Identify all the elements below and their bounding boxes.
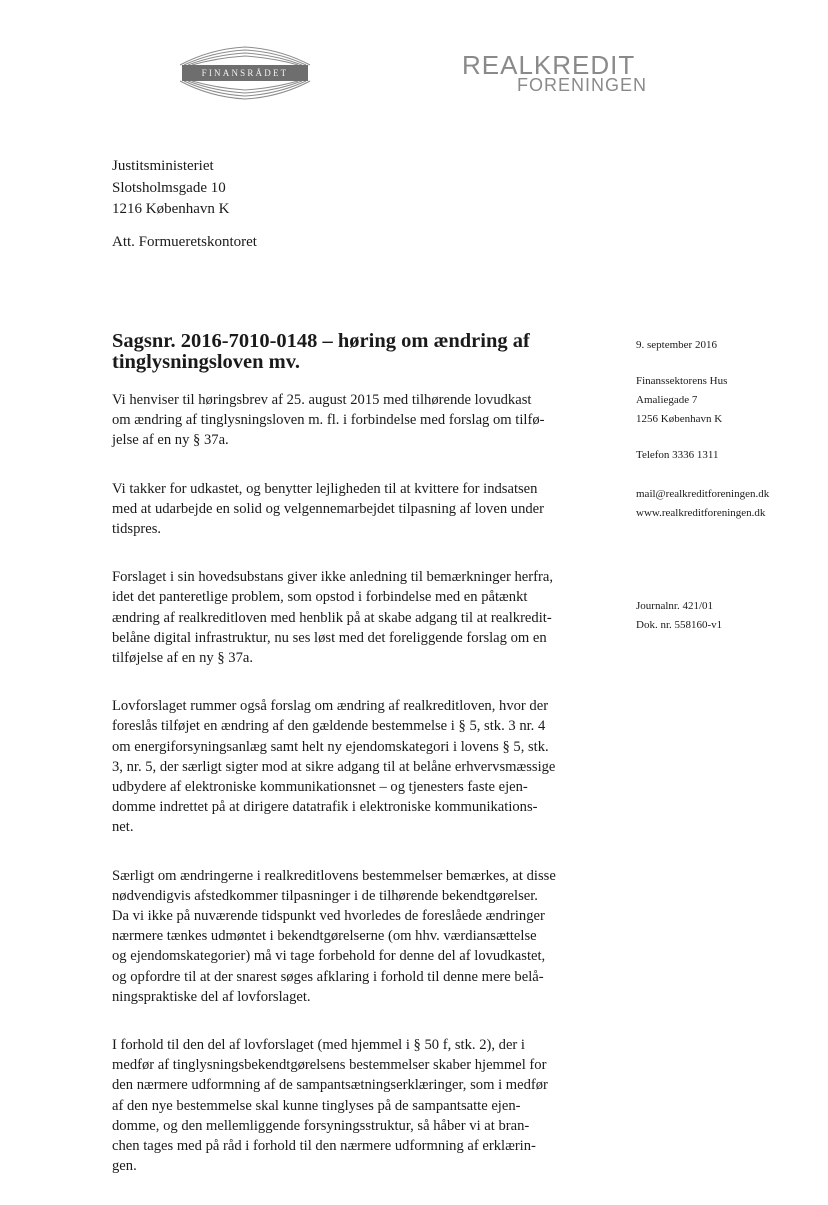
body-line: gen. [112,1158,137,1175]
sender-street: Amaliegade 7 [636,394,698,406]
body-line: udbydere af elektroniske kommunikationsnet – og tjenesters faste ejen- [112,779,528,796]
body-line: Forslaget i sin hovedsubstans giver ikke anledning til bemærkninger herfra, [112,569,553,586]
address-line: 1216 København K [112,201,230,217]
sender-website: www.realkreditforeningen.dk [636,507,766,519]
body-line: idet det panteretlige problem, som opstod i forbindelse med en påtænkt [112,589,528,606]
body-line: 3, nr. 5, der særligt sigter mod at sikre adgang til at belåne erhvervsmæssige [112,758,556,775]
body-line: Vi henviser til høringsbrev af 25. august 2015 med tilhørende lovudkast [112,392,532,408]
address-line: Justitsministeriet [112,158,214,174]
letter-title: Sagsnr. 2016-7010-0148 – høring om ændring af tinglysningsloven mv. [112,330,530,373]
realkreditforeningen-logo [462,50,662,100]
body-line: den nærmere udformning af de sampantsætningserklæringer, som i medfør [112,1077,548,1094]
body-paragraph [112,696,596,837]
body-line: og ejendomskategorier) må vi tage forbehold for denne del af lovudkastet, [112,948,546,965]
logo-line-realkredit: REALKREDIT [462,50,636,80]
document-number: Dok. nr. 558160-v1 [636,619,723,631]
sender-phone: Telefon 3336 1311 [636,449,719,461]
sender-email: mail@realkreditforeningen.dk [636,488,770,500]
body-line: tilføjelse af en ny § 37a. [112,650,254,667]
address-line: Slotsholmsgade 10 [112,179,226,196]
finansraadet-wordmark: FINANSRÅDET [182,65,308,81]
body-line: Da vi ikke på nuværende tidspunkt ved hvorledes de foreslåede ændringer [112,908,545,925]
sender-org: Finanssektorens Hus [636,375,728,387]
sender-city: 1256 København K [636,413,723,425]
body-paragraph [112,1035,596,1176]
attention-line: Att. Formueretskontoret [112,234,257,250]
logo-line-foreningen: FORENINGEN [517,75,648,95]
body-line: Særligt om ændringerne i realkreditlovens bestemmelser bemærkes, at disse [112,867,556,884]
body-line: net. [112,819,134,836]
body-line: om ændring af tinglysningsloven m. fl. i forbindelse med forslag om tilfø- [112,412,545,429]
body-line: ændring af realkreditloven med henblik på at skabe adgang til at realkredit- [112,609,552,626]
body-paragraph [112,866,596,1007]
body-line: domme, og den mellemliggende forsyningsstruktur, så håber vi at bran- [112,1117,530,1134]
body-paragraph [112,567,596,668]
letter-date: 9. september 2016 [636,339,717,351]
body-line: nærmere tænkes udmøntet i bekendtgørelserne (om hhv. værdiansættelse [112,928,537,945]
journal-number: Journalnr. 421/01 [636,600,713,612]
body-line: nødvendigvis afstedkommer tilpasninger i de tilhørende bekendtgørelser. [112,887,538,904]
recipient-address [112,156,229,221]
finansraadet-logo [170,45,320,101]
body-line: og opfordre til at der snarest søges afklaring i forhold til denne mere belå- [112,968,544,985]
body-line: ningspraktiske del af lovforslaget. [112,988,311,1005]
body-line: jelse af en ny § 37a. [112,432,229,449]
body-line: Vi takker for udkastet, og benytter lejligheden til at kvittere for indsatsen [112,480,538,497]
body-line: I forhold til den del af lovforslaget (med hjemmel i § 50 f, stk. 2), der i [112,1037,525,1054]
body-line: af den nye bestemmelse skal kunne tinglyses på de sampantsatte ejen- [112,1097,521,1114]
body-line: om energiforsyningsanlæg samt helt ny ejendomskategori i lovens § 5, stk. [112,738,549,755]
body-line: med at udarbejde en solid og velgennemarbejdet tilpasning af loven under [112,500,544,517]
body-line: Lovforslaget rummer også forslag om ændring af realkreditloven, hvor der [112,698,549,715]
body-line: domme indrettet på at dirigere datatrafik i elektroniske kommunikations- [112,799,538,816]
body-line: medfør af tinglysningsbekendtgørelsens bestemmelser skaber hjemmel for [112,1057,547,1074]
body-paragraph [112,479,596,540]
body-line: tidspres. [112,521,162,538]
letter-body [112,390,596,1205]
body-line: foreslås tilføjet en ændring af den gældende bestemmelse i § 5, stk. 3 nr. 4 [112,718,546,735]
body-paragraph [112,390,596,451]
body-line: chen tages med på råd i forhold til den nærmere udformning af erklærin- [112,1138,536,1155]
body-line: belåne digital infrastruktur, nu ses løst med det foreliggende forslag om en [112,629,547,646]
